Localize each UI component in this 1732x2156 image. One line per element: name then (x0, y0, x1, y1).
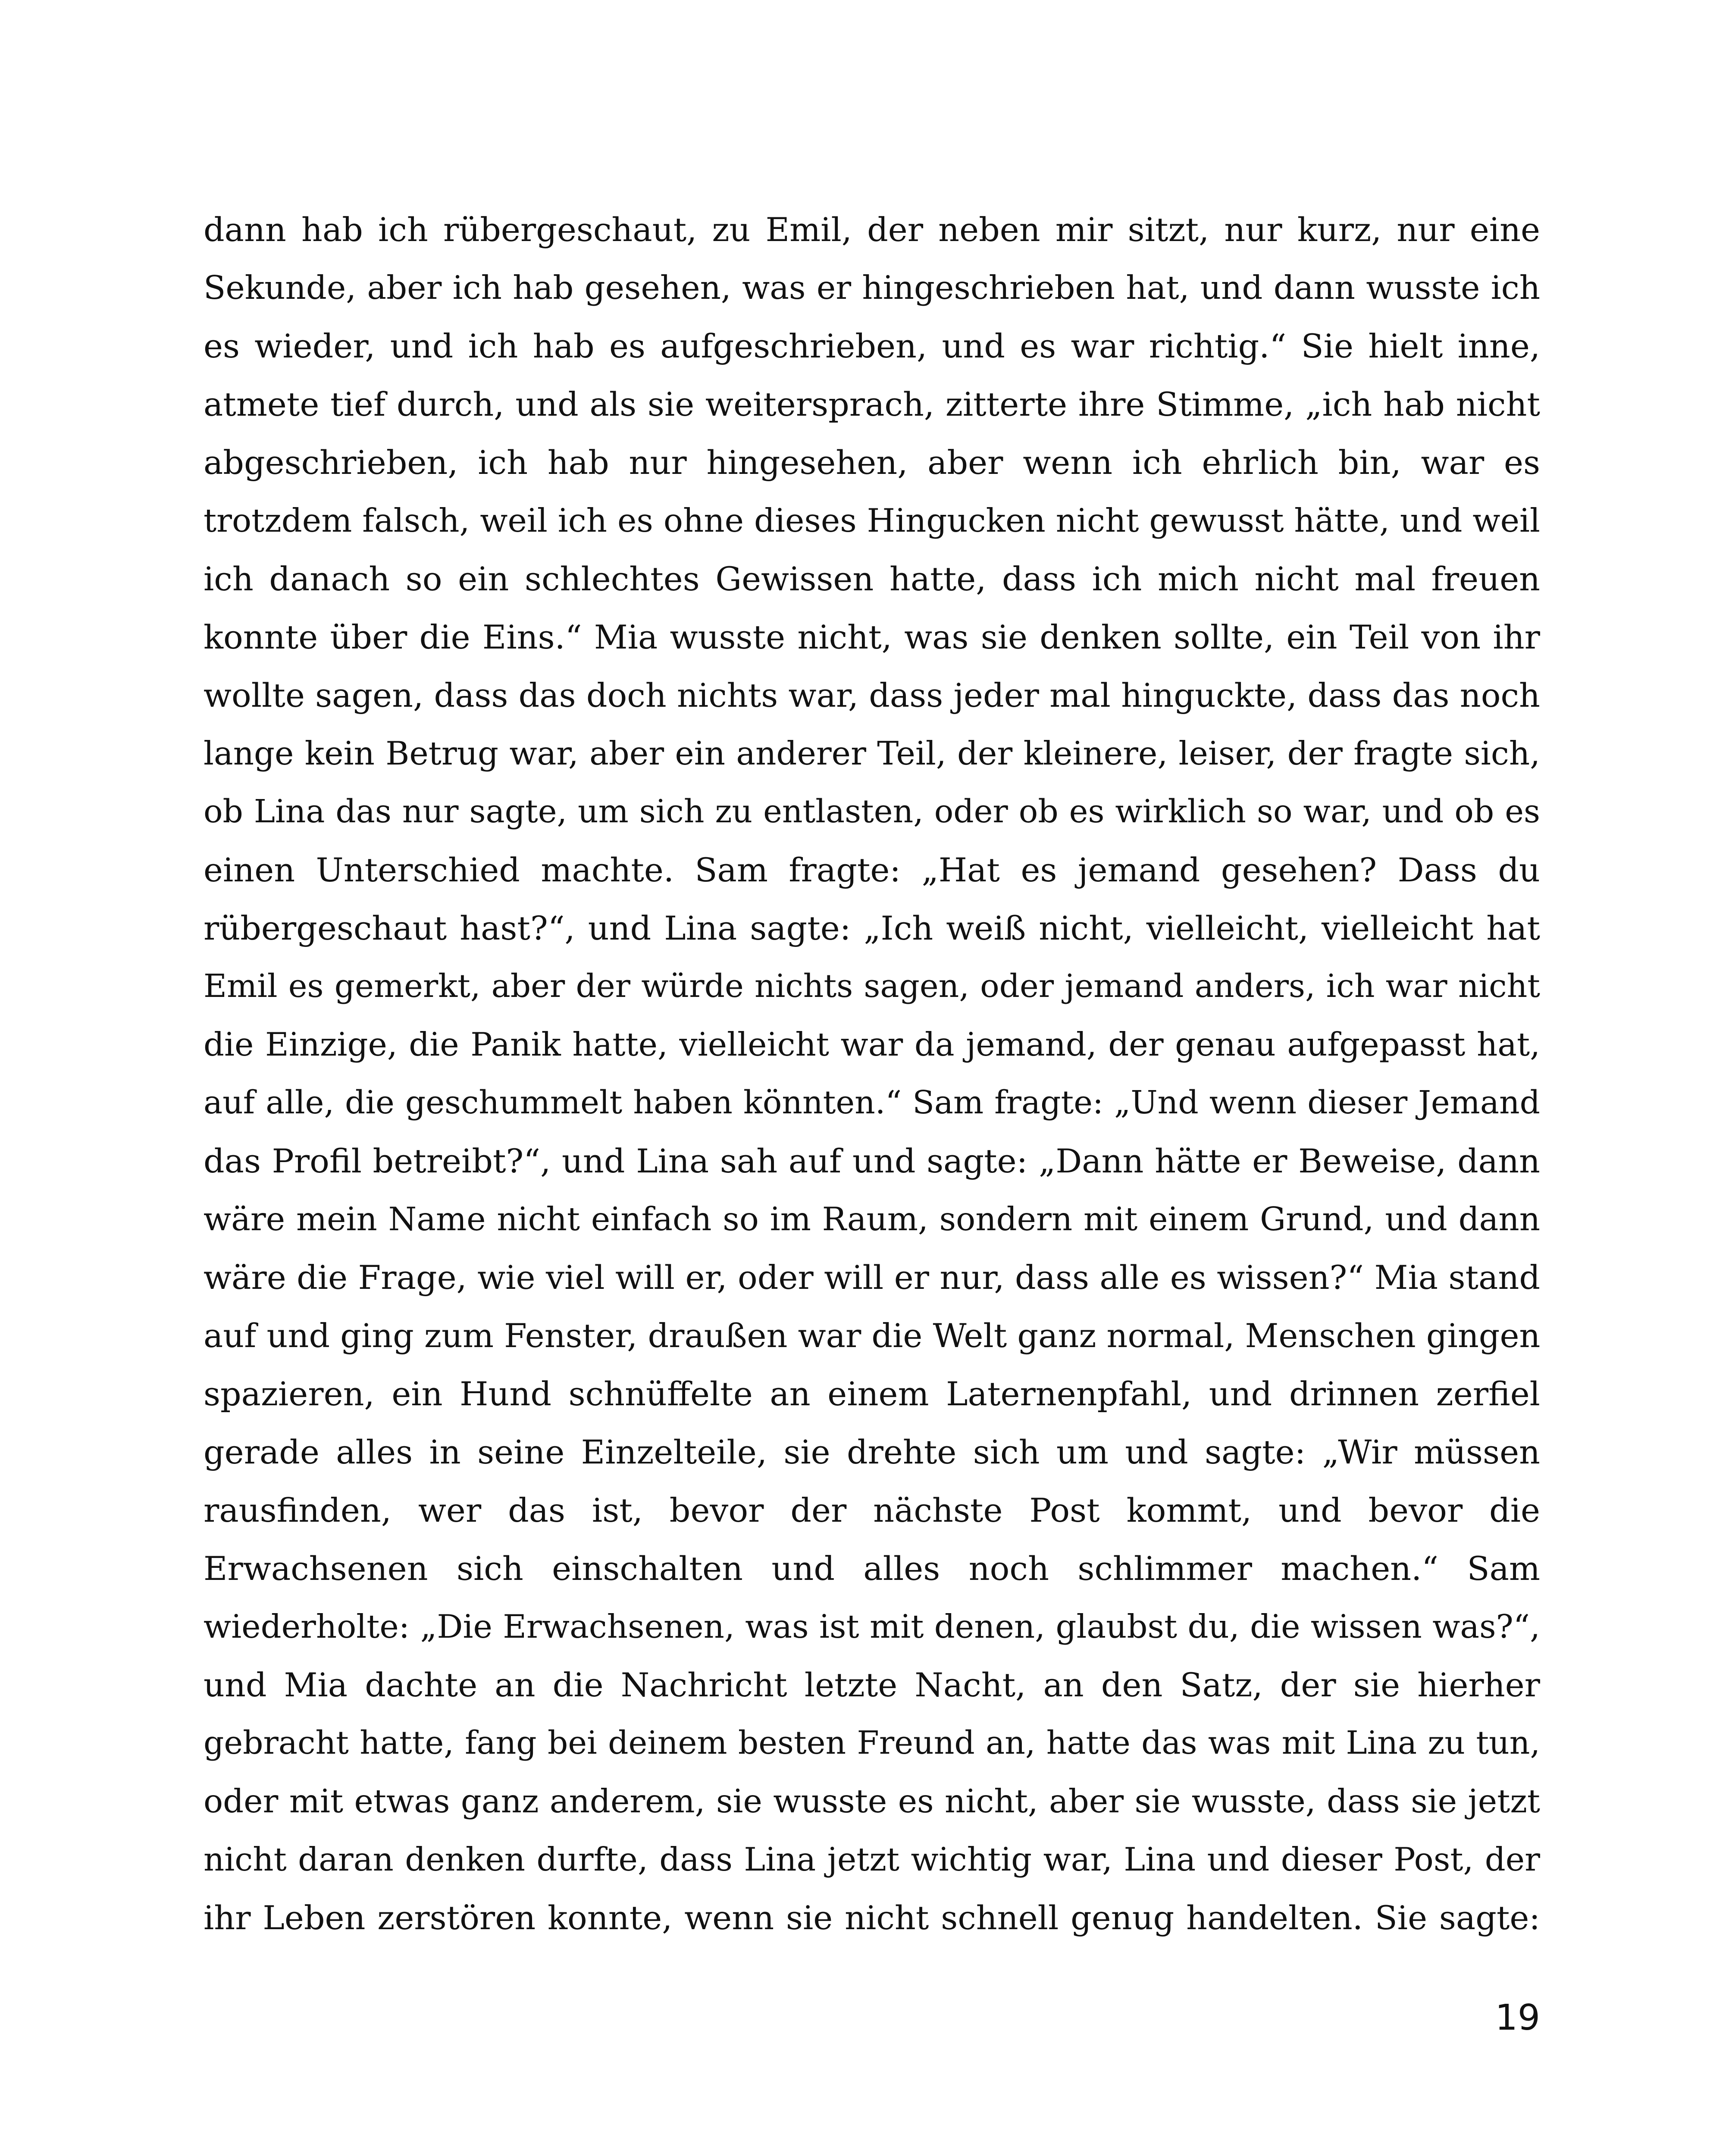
text-line: atmete tief durch, und als sie weitersprach, zitterte ihre Stimme, „ich hab nicht (204, 385, 1540, 423)
text-line: rausfinden, wer das ist, bevor der nächste Post kommt, und bevor die (204, 1491, 1540, 1529)
text-line: wollte sagen, dass das doch nichts war, dass jeder mal hinguckte, dass das noch (204, 676, 1540, 714)
page-number: 19 (1495, 1997, 1540, 2038)
text-line: dann hab ich rübergeschaut, zu Emil, der neben mir sitzt, nur kurz, nur eine (204, 210, 1540, 249)
text-line: spazieren, ein Hund schnüffelte an einem Laternenpfahl, und drinnen zerfiel (204, 1375, 1540, 1413)
text-line: ihr Leben zerstören konnte, wenn sie nicht schnell genug handelten. Sie sagte: (204, 1899, 1540, 1937)
text-line: trotzdem falsch, weil ich es ohne dieses Hingucken nicht gewusst hätte, und weil (204, 501, 1540, 539)
text-line: Sekunde, aber ich hab gesehen, was er hingeschrieben hat, und dann wusste ich (204, 269, 1540, 307)
text-line: nicht daran denken durfte, dass Lina jetzt wichtig war, Lina und dieser Post, der (204, 1840, 1540, 1878)
text-line: ich danach so ein schlechtes Gewissen hatte, dass ich mich nicht mal freuen (204, 560, 1540, 598)
text-line: ob Lina das nur sagte, um sich zu entlasten, oder ob es wirklich so war, und ob es (204, 793, 1540, 830)
text-line: es wieder, und ich hab es aufgeschrieben, und es war richtig.“ Sie hielt inne, (204, 327, 1540, 365)
text-line: Erwachsenen sich einschalten und alles noch schlimmer machen.“ Sam (204, 1549, 1540, 1588)
text-line: das Profil betreibt?“, und Lina sah auf und sagte: „Dann hätte er Beweise, dann (204, 1142, 1540, 1180)
text-line: auf und ging zum Fenster, draußen war die Welt ganz normal, Menschen gingen (204, 1316, 1541, 1355)
text-line: gerade alles in seine Einzelteile, sie drehte sich um und sagte: „Wir müssen (204, 1433, 1540, 1471)
text-line: wiederholte: „Die Erwachsenen, was ist mit denen, glaubst du, die wissen was?“, (204, 1608, 1540, 1645)
text-line: einen Unterschied machte. Sam fragte: „Hat es jemand gesehen? Dass du (204, 851, 1540, 889)
text-line: die Einzige, die Panik hatte, vielleicht war da jemand, der genau aufgepasst hat, (204, 1025, 1540, 1063)
text-line: konnte über die Eins.“ Mia wusste nicht, was sie denken sollte, ein Teil von ihr (204, 618, 1540, 656)
text-line: abgeschrieben, ich hab nur hingesehen, aber wenn ich ehrlich bin, war es (204, 443, 1540, 482)
text-line: rübergeschaut hast?“, und Lina sagte: „Ich weiß nicht, vielleicht, vielleicht hat (204, 909, 1540, 947)
text-line: lange kein Betrug war, aber ein anderer Teil, der kleinere, leiser, der fragte sich, (204, 734, 1540, 772)
text-line: oder mit etwas ganz anderem, sie wusste es nicht, aber sie wusste, dass sie jetzt (204, 1782, 1540, 1820)
text-line: wäre mein Name nicht einfach so im Raum, sondern mit einem Grund, und dann (204, 1200, 1540, 1238)
text-line: wäre die Frage, wie viel will er, oder will er nur, dass alle es wissen?“ Mia stand (204, 1258, 1540, 1297)
text-line: und Mia dachte an die Nachricht letzte Nacht, an den Satz, der sie hierher (204, 1666, 1540, 1704)
text-line: Emil es gemerkt, aber der würde nichts sagen, oder jemand anders, ich war nicht (204, 968, 1540, 1005)
body-text (204, 201, 1540, 1947)
text-line: auf alle, die geschummelt haben könnten.“ Sam fragte: „Und wenn dieser Jemand (204, 1084, 1540, 1121)
text-line: gebracht hatte, fang bei deinem besten Freund an, hatte das was mit Lina zu tun, (204, 1724, 1540, 1761)
